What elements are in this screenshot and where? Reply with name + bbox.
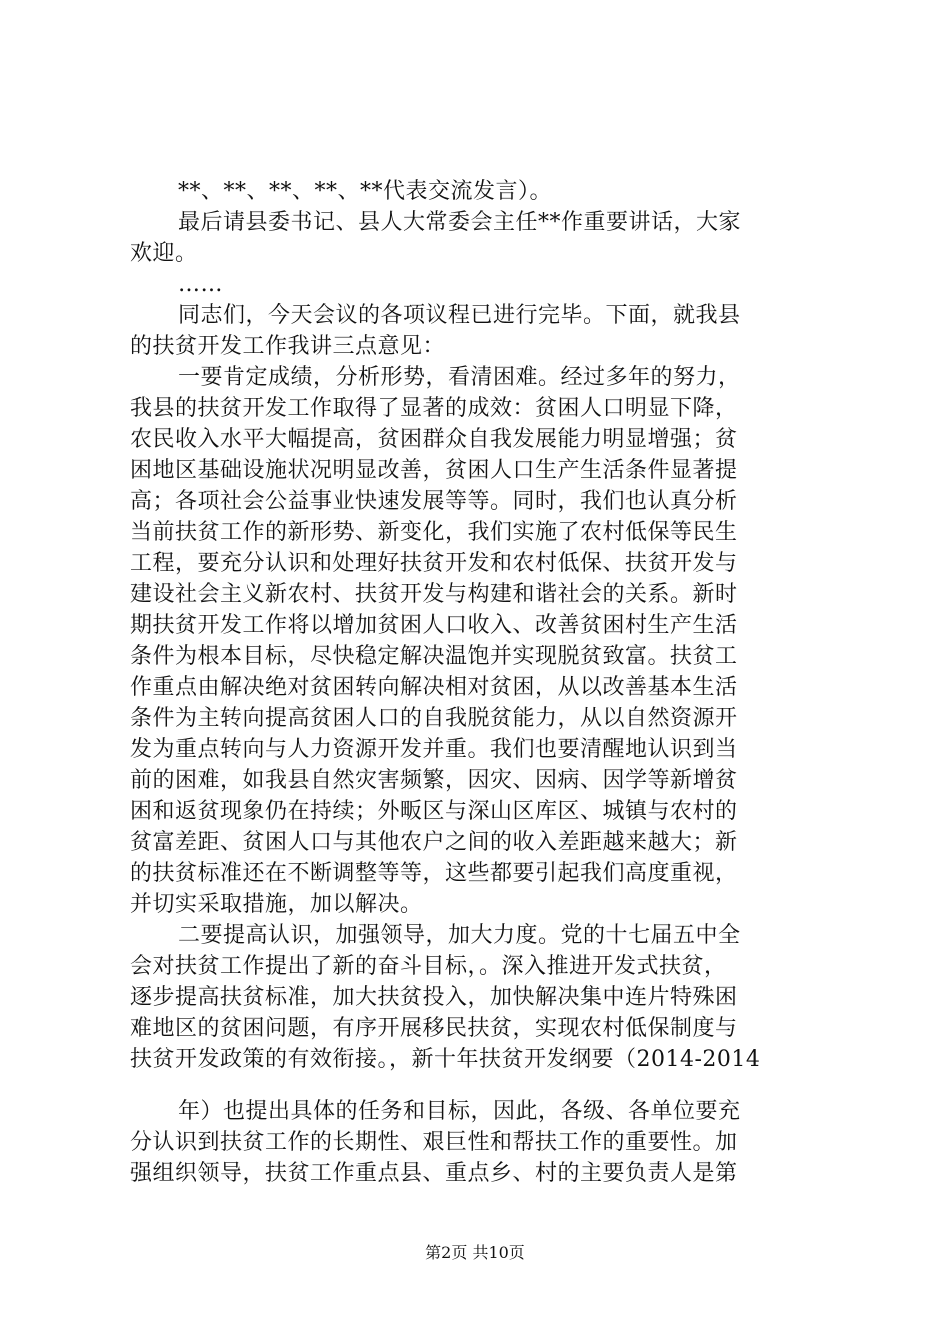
text-line: 高；各项社会公益事业快速发展等等。同时，我们也认真分析: [130, 489, 738, 514]
text-line: 的扶贫标准还在不断调整等等，这些都要引起我们高度重视，: [130, 861, 738, 886]
text-line: 作重点由解决绝对贫困转向解决相对贫困，从以改善基本生活: [130, 675, 738, 700]
text-line: 期扶贫开发工作将以增加贫困人口收入、改善贫困村生产生活: [130, 613, 738, 638]
text-line: 贫富差距、贫困人口与其他农户之间的收入差距越来越大；新: [130, 830, 738, 855]
text-line: 我县的扶贫开发工作取得了显著的成效：贫困人口明显下降，: [130, 396, 738, 421]
page-number-footer: 第2页 共10页: [425, 1243, 525, 1262]
text-line: 分认识到扶贫工作的长期性、艰巨性和帮扶工作的重要性。加: [130, 1130, 738, 1155]
text-line: 条件为主转向提高贫困人口的自我脱贫能力，从以自然资源开: [130, 706, 738, 731]
text-line: 逐步提高扶贫标准，加大扶贫投入，加快解决集中连片特殊困: [130, 985, 738, 1010]
text-line: 难地区的贫困问题，有序开展移民扶贫，实现农村低保制度与: [130, 1016, 738, 1041]
text-line: **、**、**、**、**代表交流发言）。: [178, 179, 553, 204]
text-line: 困和返贫现象仍在持续；外畈区与深山区库区、城镇与农村的: [130, 799, 738, 824]
text-line: 会对扶贫工作提出了新的奋斗目标，。深入推进开发式扶贫，: [130, 954, 727, 979]
text-line: 最后请县委书记、县人大常委会主任**作重要讲话，大家: [178, 210, 742, 235]
text-line: 同志们，今天会议的各项议程已进行完毕。下面，就我县: [178, 303, 741, 328]
text-line: 欢迎。: [130, 241, 198, 266]
text-line: 一要肯定成绩，分析形势，看清困难。经过多年的努力，: [178, 365, 741, 390]
text-line: 困地区基础设施状况明显改善，贫困人口生产生活条件显著提: [130, 458, 738, 483]
text-line: 二要提高认识，加强领导，加大力度。党的十七届五中全: [178, 923, 741, 948]
text-line: 农民收入水平大幅提高，贫困群众自我发展能力明显增强；贫: [130, 427, 738, 452]
text-line: 并切实采取措施，加以解决。: [130, 892, 423, 917]
text-line: ……: [178, 272, 223, 297]
text-line: 前的困难，如我县自然灾害频繁，因灾、因病、因学等新增贫: [130, 768, 738, 793]
text-line: 扶贫开发政策的有效衔接。，新十年扶贫开发纲要（2014-2014: [130, 1047, 761, 1072]
text-line: 当前扶贫工作的新形势、新变化，我们实施了农村低保等民生: [130, 520, 738, 545]
text-line: 条件为根本目标，尽快稳定解决温饱并实现脱贫致富。扶贫工: [130, 644, 738, 669]
text-line: 工程，要充分认识和处理好扶贫开发和农村低保、扶贫开发与: [130, 551, 738, 576]
text-line: 的扶贫开发工作我讲三点意见：: [130, 334, 446, 359]
text-line: 建设社会主义新农村、扶贫开发与构建和谐社会的关系。新时: [130, 582, 738, 607]
text-line: 年）也提出具体的任务和目标，因此，各级、各单位要充: [178, 1099, 741, 1124]
text-line: 强组织领导，扶贫工作重点县、重点乡、村的主要负责人是第: [130, 1161, 738, 1186]
text-line: 发为重点转向与人力资源开发并重。我们也要清醒地认识到当: [130, 737, 738, 762]
